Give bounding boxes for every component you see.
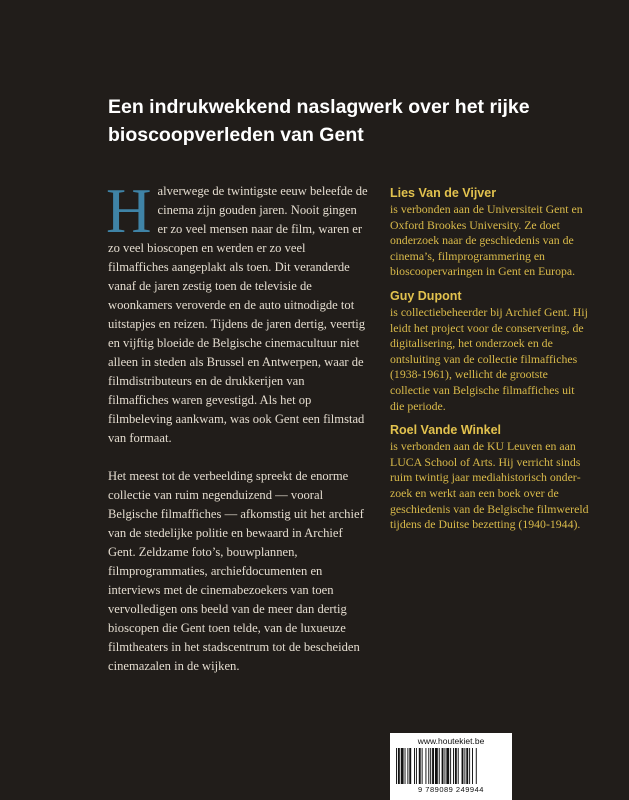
drop-cap: H <box>106 176 152 246</box>
headline: Een indrukwekkend naslagwerk over het rijke bioscoopverleden van Gent <box>108 96 530 146</box>
publisher-url: www.houtekiet.be <box>417 736 485 746</box>
author-description: is collectiebeheerder bij Archief Gent. Hij leidt het project voor de conservering, de digitalisering, het onderzoek en de ontsluiting van de collectie filmaffiches (1938-1961), wellicht de grootste collectie van Belgische filmaffiches uit die periode. <box>390 304 588 413</box>
author-name: Lies Van de Vijver <box>390 186 497 200</box>
paragraph-2: Het meest tot de verbeelding spreekt de enorme collectie van ruim negenduizend — vooral Belgische filmaffiches — afkomstig uit het archief van de stedelijke politie en bewaard in Archief Gent. Zeldzame foto’s, bouwplannen, filmprogrammaties, archiefdocumenten en interviews met de cinemabezoekers van toen vervolledigen ons beeld van de meer dan dertig bioscopen die Gent toen telde, van de luxueuze filmtheaters in het stadscentrum tot de bescheiden cinemazalen in de wijken. <box>108 469 364 673</box>
author-bio <box>390 288 590 414</box>
author-name: Roel Vande Winkel <box>390 423 502 438</box>
author-name: Guy Dupont <box>390 288 462 303</box>
author-description: is verbonden aan de KU Leuven en aan LUCA School of Arts. Hij verricht sinds ruim twintig jaar mediahistorisch onderzoek en werkt aan een boek over de geschiedenis van de Belgische filmwereld tijdens de Duitse bezetting (1940-1944). <box>390 439 589 532</box>
author-bio <box>390 422 590 533</box>
author-bio <box>390 185 590 280</box>
body-text <box>106 176 368 676</box>
paragraph-1-text: alverwege de twintigste eeuw beleefde de cinema zijn gouden jaren. Nooit gingen er zo veel mensen naar de film, waren er zo veel bioscopen en werden er zo veel filmaffiches aangeplakt als toen. Dit veranderde vanaf de jaren zestig toen de televisie de woonkamers veroverde en de auto uitnodigde tot uitstapjes en reizen. Tijdens de jaren dertig, veertig en vijftig bloeide de Belgische cinemacultuur niet alleen in steden als Brussel en Antwerpen, waar de filmdistributeurs en de drukkerijen van filmaffiches waren gevestigd. Als het op filmbeleving aankwam, was ook Gent een filmstad van formaat. <box>108 184 368 445</box>
author-description: is verbonden aan de Universiteit Gent en Oxford Brookes University. Ze doet onderzoek naar de geschiedenis van de cinema’s, filmprogrammering en bioscoopervaringen in Gent en Europa. <box>390 202 583 279</box>
isbn-number: 9 789089 249944 <box>418 785 484 794</box>
barcode-icon <box>394 748 508 784</box>
author-bios <box>390 185 590 541</box>
barcode-label <box>390 733 512 800</box>
paragraph-1 <box>106 176 368 448</box>
